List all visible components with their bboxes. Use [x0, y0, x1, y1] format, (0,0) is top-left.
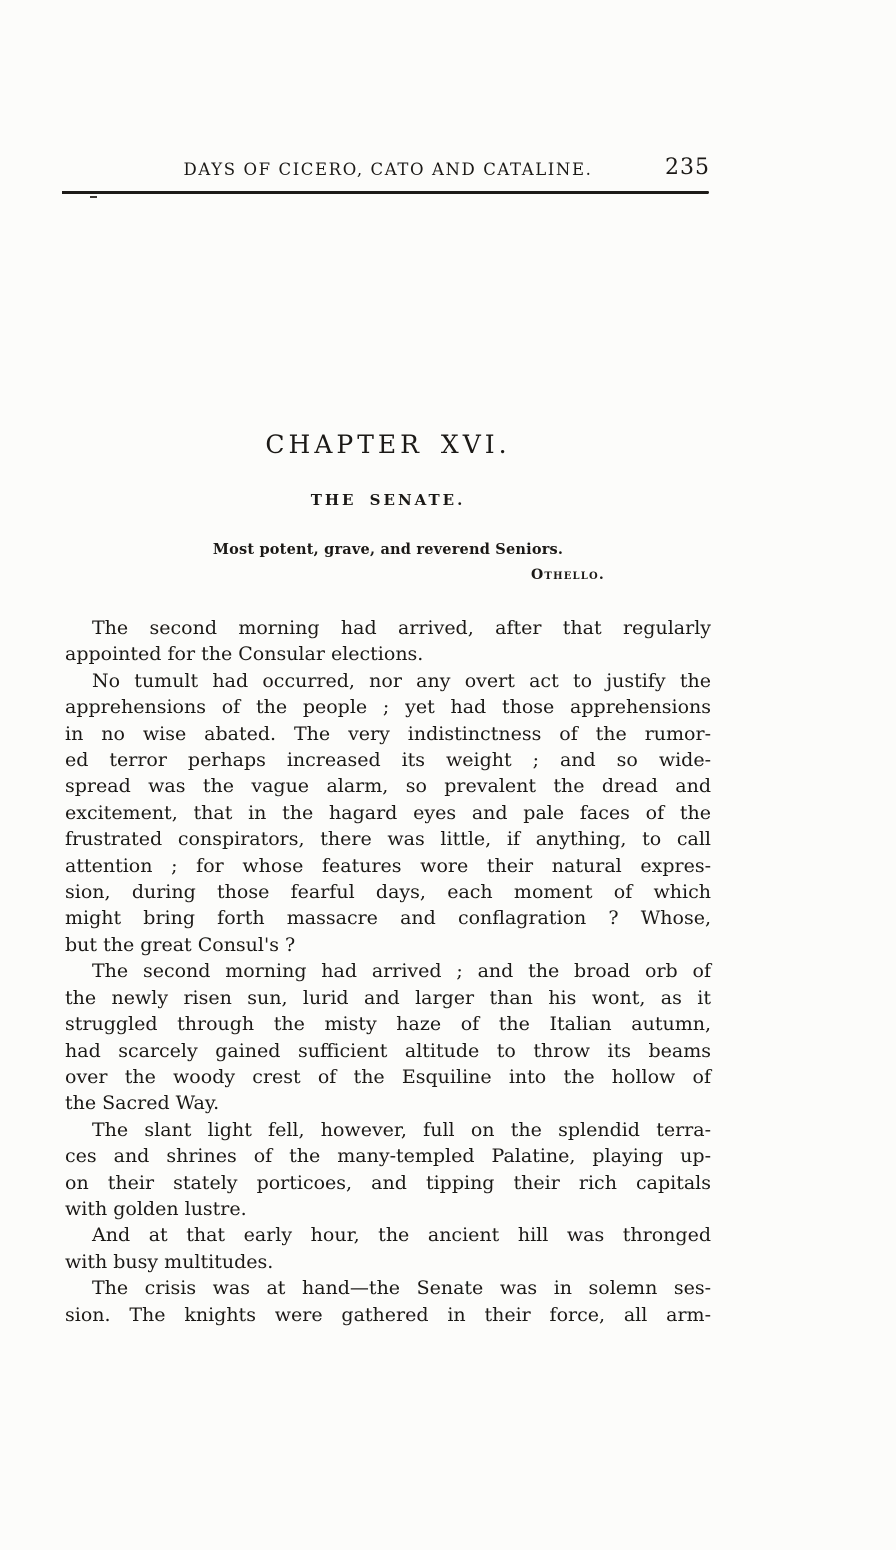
text-line: sion, during those fearful days, each moment of which: [65, 881, 711, 904]
text-line: The second morning had arrived ; and the broad orb of: [92, 960, 711, 983]
page-header: [64, 155, 712, 186]
chapter-title: CHAPTER XVI.: [265, 430, 511, 459]
text-line: And at that early hour, the ancient hill was thronged: [92, 1224, 711, 1247]
text-line: in no wise abated. The very indistinctness of the rumor-: [65, 722, 711, 745]
text-line: on their stately porticoes, and tipping their rich capitals: [65, 1171, 711, 1194]
text-line: spread was the vague alarm, so prevalent the dread and: [65, 775, 711, 798]
header-rule: [62, 191, 709, 194]
text-line: with golden lustre.: [65, 1197, 247, 1220]
text-line: The slant light fell, however, full on the splendid terra-: [92, 1118, 711, 1141]
text-line: attention ; for whose features wore their natural expres-: [65, 854, 711, 877]
text-line: struggled through the misty haze of the Italian autumn,: [65, 1013, 711, 1036]
paragraph: [65, 1117, 711, 1223]
text-line: but the great Consul's ?: [65, 933, 296, 956]
epigraph-attribution: Othello.: [531, 567, 605, 583]
text-line: had scarcely gained sufficient altitude to throw its beams: [65, 1039, 711, 1062]
book-page: [64, 0, 712, 1550]
text-line: The second morning had arrived, after that regularly: [92, 617, 711, 639]
text-line: sion. The knights were gathered in their force, all arm-: [65, 1303, 711, 1326]
text-line: might bring forth massacre and conflagration ? Whose,: [65, 907, 711, 930]
text-line: frustrated conspirators, there was little, if anything, to call: [65, 828, 711, 851]
paragraph: [65, 1275, 711, 1328]
page-number: 235: [665, 155, 710, 180]
text-line: The crisis was at hand—the Senate was in solemn ses-: [92, 1277, 711, 1300]
paragraph: [65, 668, 711, 958]
text-line: apprehensions of the people ; yet had those apprehensions: [65, 696, 711, 719]
paragraph: [65, 958, 711, 1116]
paragraph: [65, 615, 711, 668]
running-head-title: DAYS OF CICERO, CATO AND CATALINE.: [183, 160, 593, 179]
text-line: No tumult had occurred, nor any overt act to justify the: [92, 669, 711, 692]
text-line: over the woody crest of the Esquiline into the hollow of: [65, 1065, 711, 1088]
epigraph-quote: Most potent, grave, and reverend Seniors.: [212, 541, 564, 558]
chapter-subtitle: THE SENATE.: [310, 491, 466, 509]
text-line: ed terror perhaps increased its weight ; and so wide-: [65, 749, 711, 772]
paragraph: [65, 1222, 711, 1275]
text-line: excitement, that in the hagard eyes and pale faces of the: [65, 801, 711, 824]
text-line: the newly risen sun, lurid and larger than his wont, as it: [65, 986, 711, 1009]
text-line: with busy multitudes.: [65, 1250, 274, 1273]
body-text: [65, 615, 711, 1328]
text-line: appointed for the Consular elections.: [65, 643, 424, 666]
text-line: the Sacred Way.: [65, 1092, 220, 1115]
text-line: ces and shrines of the many-templed Palatine, playing up-: [65, 1145, 711, 1168]
